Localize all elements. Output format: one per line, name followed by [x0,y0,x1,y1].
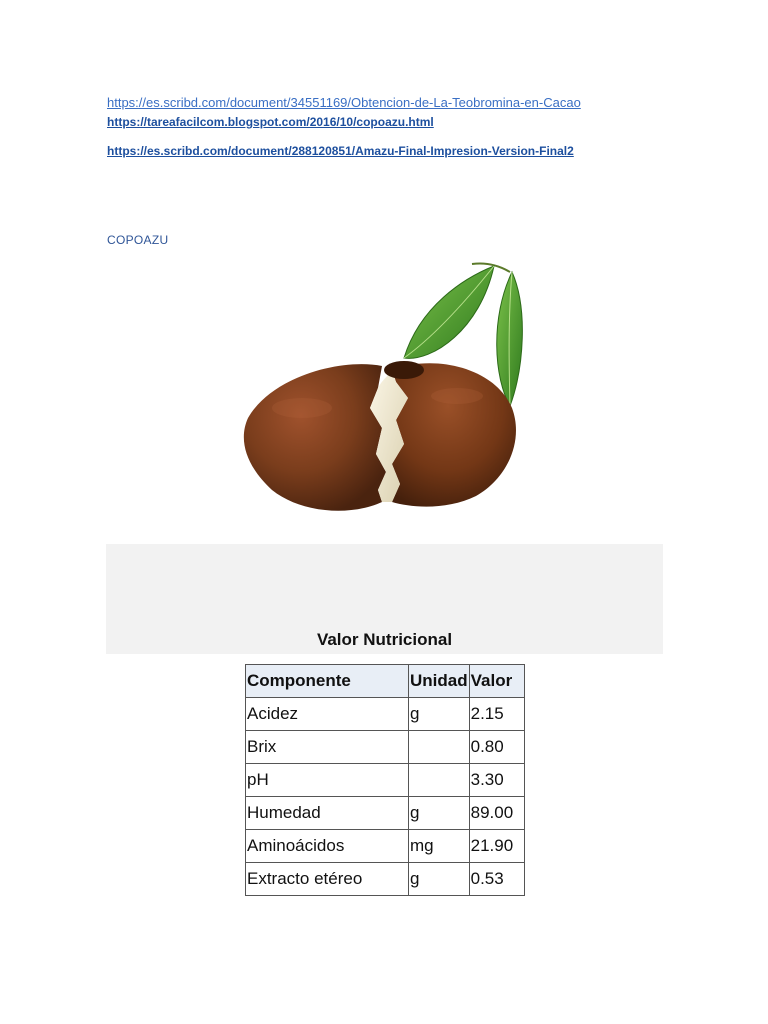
cell-componente: Brix [246,731,409,764]
table-row [246,731,525,764]
cell-valor: 0.80 [469,731,524,764]
table-row [246,764,525,797]
table-row [246,863,525,896]
reference-link-3[interactable]: https://es.scribd.com/document/288120851/Amazu-Final-Impresion-Version-Final2 [107,144,574,158]
cell-valor: 2.15 [469,698,524,731]
nutrition-table [245,664,525,896]
cell-componente: Acidez [246,698,409,731]
cell-componente: Humedad [246,797,409,830]
cell-valor: 0.53 [469,863,524,896]
cell-unidad: g [409,698,470,731]
reference-link-1[interactable]: https://es.scribd.com/document/34551169/Obtencion-de-La-Teobromina-en-Cacao [107,95,581,110]
reference-link-2[interactable]: https://tareafacilcom.blogspot.com/2016/10/copoazu.html [107,115,434,129]
table-title: Valor Nutricional [316,630,453,649]
cell-componente: Aminoácidos [246,830,409,863]
table-row [246,698,525,731]
table-row [246,797,525,830]
column-header-valor: Valor [469,665,524,698]
table-header-row [246,665,525,698]
cell-componente: Extracto etéreo [246,863,409,896]
cell-unidad [409,764,470,797]
cell-valor: 21.90 [469,830,524,863]
cell-unidad: mg [409,830,470,863]
cell-unidad: g [409,797,470,830]
table-row [246,830,525,863]
cell-unidad: g [409,863,470,896]
cell-unidad [409,731,470,764]
section-label: COPOAZU [107,233,169,247]
cell-componente: pH [246,764,409,797]
cell-valor: 3.30 [469,764,524,797]
cell-valor: 89.00 [469,797,524,830]
column-header-componente: Componente [246,665,409,698]
column-header-unidad: Unidad [409,665,470,698]
copoazu-fruit-image [232,258,532,520]
